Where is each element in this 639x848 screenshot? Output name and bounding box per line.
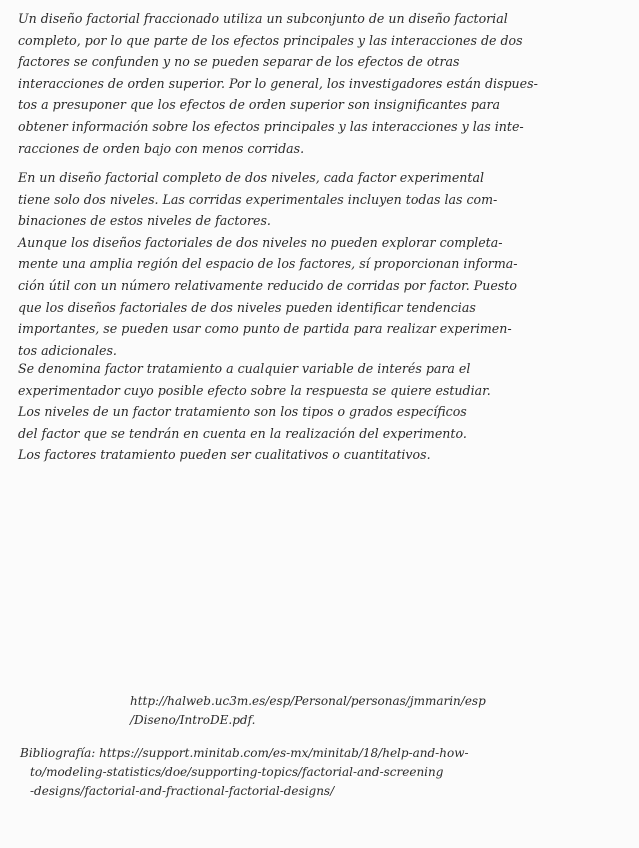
paragraph-two-level-factorial — [18, 167, 630, 361]
references — [20, 692, 630, 801]
paragraph-fractional-factorial — [18, 8, 630, 159]
text-line: Los factores tratamiento pueden ser cualitativos o cuantitativos. — [18, 447, 431, 463]
text-line: Aunque los diseños factoriales de dos niveles no pueden explorar completa- — [18, 234, 503, 250]
paragraph-treatment-factor — [18, 358, 630, 466]
text-line: Se denomina factor tratamiento a cualquier variable de interés para el — [18, 361, 471, 376]
text-line: binaciones de estos niveles de factores. — [18, 213, 271, 229]
reference-url-continued: /Diseno/IntroDE.pdf. — [130, 713, 256, 727]
reference-url: http://halweb.uc3m.es/esp/Personal/personas/jmmarin/esp — [130, 694, 486, 708]
text-line: racciones de orden bajo con menos corridas. — [18, 140, 305, 156]
text-line: Los niveles de un factor tratamiento son los tipos o grados específicos — [18, 404, 467, 420]
text-line: tos adicionales. — [18, 342, 117, 358]
text-line: Un diseño factorial fraccionado utiliza un subconjunto de un diseño factorial — [18, 11, 508, 26]
text-line: ción útil con un número relativamente reducido de corridas por factor. Puesto — [18, 277, 517, 293]
bibliography-line: Bibliografía: https://support.minitab.com/es-mx/minitab/18/help-and-how- — [20, 746, 469, 760]
text-line: interacciones de orden superior. Por lo general, los investigadores están dispues- — [18, 75, 538, 91]
bibliography-line: -designs/factorial-and-fractional-factorial-designs/ — [30, 784, 335, 798]
text-line: mente una amplia región del espacio de los factores, sí proporcionan informa- — [18, 256, 518, 272]
text-line: experimentador cuyo posible efecto sobre la respuesta se quiere estudiar. — [18, 382, 491, 398]
text-line: factores se confunden y no se pueden separar de los efectos de otras — [18, 54, 460, 70]
text-line: importantes, se pueden usar como punto de partida para realizar experimen- — [18, 321, 512, 337]
bibliography-line: to/modeling-statistics/doe/supporting-topics/factorial-and-screening — [30, 765, 444, 779]
text-line: tiene solo dos niveles. Las corridas experimentales incluyen todas las com- — [18, 191, 498, 207]
text-line: tos a presuponer que los efectos de orden superior son insignificantes para — [18, 97, 501, 113]
text-line: que los diseños factoriales de dos niveles pueden identificar tendencias — [18, 299, 476, 315]
text-line: En un diseño factorial completo de dos niveles, cada factor experimental — [18, 170, 484, 185]
text-line: obtener información sobre los efectos principales y las interacciones y las inte- — [18, 118, 524, 134]
text-line: completo, por lo que parte de los efectos principales y las interacciones de dos — [18, 32, 523, 48]
text-line: del factor que se tendrán en cuenta en la realización del experimento. — [18, 425, 467, 441]
